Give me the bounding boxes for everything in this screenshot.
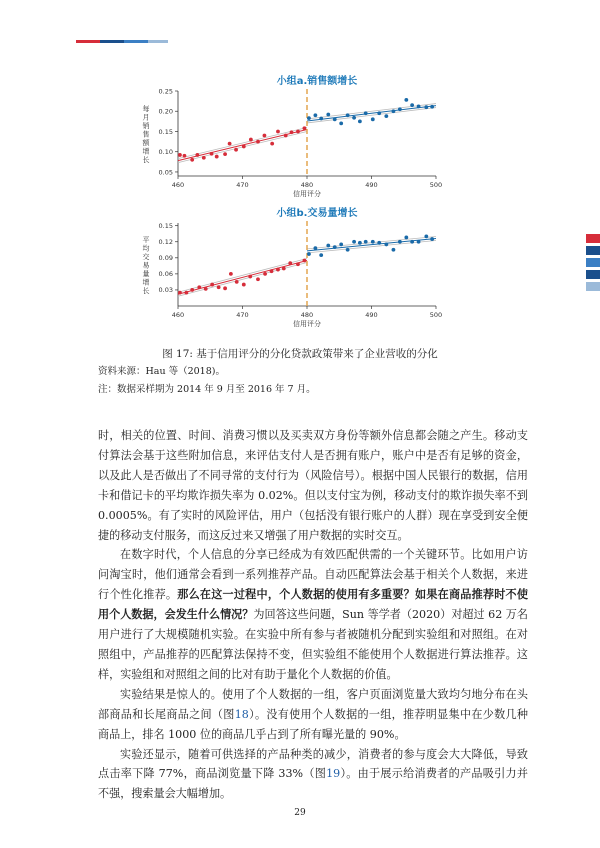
data-point-below [276,130,280,134]
fit-band-line [178,258,307,292]
data-point-below [263,272,267,276]
y-axis-label-char: 量 [142,270,150,278]
data-point-below [178,291,182,295]
data-point-above [430,105,434,109]
data-point-above [377,241,381,245]
x-axis-label: 信用评分 [293,320,321,328]
paragraph: 时，相关的位置、时间、消费习惯以及买卖双方身份等额外信息都会随之产生。移动支付算法会基于这些附加信息，来评估支付人是否拥有账户，账户中是否有足够的资金，以及此人是否做出了不同寻常的支付行为（风险信号）。根据中国人民银行的数据，信用卡和借记卡的平均欺诈损失率为 0.02%。但以支付宝为例，移动支付的欺诈损失率不到 0.0005%。有了实时的风险评估，用户（包括没有银行账户的人群）现在享受到安全便捷的移动支付服务，而这反过来又增强了用户数据的实时交互。 [98,429,528,542]
text-run: 在数字时代，个人信息的分享已经成为有效匹配供需的一个关键环节。比如用户访问淘宝时，他们通常会看到一系列推荐产品。自动匹配算法会基于相关个人数据，来进行个性化推荐。 [98,548,528,602]
data-point-above [371,240,375,244]
data-point-above [417,240,421,244]
data-point-below [202,156,206,160]
paragraph [98,745,528,805]
y-axis-label-char: 售 [142,130,150,139]
data-point-below [270,269,274,273]
data-point-below [223,286,227,290]
data-point-below [242,283,246,287]
data-point-below [256,140,260,144]
y-axis-label-char: 均 [142,244,150,253]
data-point-below [270,142,274,146]
data-point-above [364,111,368,115]
y-tick-label: 0.15 [158,221,173,230]
data-point-above [371,117,375,121]
paragraph [98,685,528,745]
data-point-below [210,152,214,156]
y-axis-label-char: 增 [142,147,150,156]
data-point-above [430,237,434,241]
data-point-below [303,259,307,263]
data-point-below [215,155,219,159]
data-point-above [358,241,362,245]
data-point-above [307,252,311,256]
y-tick-label: 0.20 [158,107,173,116]
x-tick-label: 460 [171,181,185,189]
x-tick-label: 480 [300,181,314,189]
data-point-above [319,117,323,121]
x-tick-label: 480 [300,311,314,319]
y-tick-label: 0.09 [158,254,173,263]
data-point-below [217,285,221,289]
data-point-below [249,138,253,142]
data-point-below [235,280,239,284]
data-point-below [223,152,227,156]
data-point-below [263,134,267,138]
data-point-below [296,262,300,266]
figure-18-link[interactable]: 18 [234,707,249,721]
data-point-above [313,113,317,117]
data-point-below [228,142,232,146]
data-point-below [242,145,246,149]
data-point-above [417,104,421,108]
data-point-below [178,153,182,157]
data-point-above [346,113,350,117]
figure-19-link[interactable]: 19 [326,767,341,781]
x-tick-label: 470 [236,181,249,189]
data-point-above [326,244,330,248]
data-point-below [204,287,208,291]
data-point-below [290,130,294,134]
data-point-below [296,130,300,134]
data-point-above [307,116,311,120]
data-point-below [282,267,286,271]
fit-line [178,260,307,294]
data-point-below [183,154,187,158]
text-run: 为回答这些问题，Sun 等学者（2020）对超过 62 万名用户进行了大规模随机实验。在实验中所有参与者被随机分配到实验组和对照组。在对照组中，产品推荐的匹配算法保持不变，但实验组不能使用个人数据进行算法推荐。这样，实验组和对照组之间的比对有助于量化个人数据的价值。 [98,608,528,681]
data-point-above [339,121,343,125]
paragraph [98,545,528,684]
data-point-below [276,268,280,272]
y-tick-label: 0.10 [158,148,173,157]
data-point-above [333,117,337,121]
x-tick-label: 500 [429,181,443,189]
y-axis-label-char: 增 [142,278,150,287]
text-run: ）。由于展示给消费者的产品吸引力并不强，搜索量会大幅增加。 [98,767,528,801]
y-axis-label-char: 销 [142,122,150,130]
y-axis-label-char: 平 [142,236,150,244]
data-point-below [210,283,214,287]
data-point-above [424,234,428,238]
text-run: 实验还显示，随着可供选择的产品种类的减少，消费者的参与度会大大降低，导致点击率下降 77%，商品浏览量下降 33%（图 [98,747,528,781]
data-point-below [197,285,201,289]
x-axis-label: 信用评分 [293,190,321,198]
data-point-above [384,114,388,118]
fit-band-line [178,262,307,296]
text-run: 实验结果是惊人的。使用了个人数据的一组，客户页面浏览量大致均匀地分布在头部商品和长尾商品之间（图 [98,687,528,721]
x-tick-label: 490 [365,181,378,189]
y-axis-label-char: 月 [142,113,150,122]
y-axis-label-char: 每 [142,105,150,113]
data-point-above [364,240,368,244]
y-tick-label: 0.06 [158,270,173,279]
data-point-above [339,243,343,247]
data-point-below [248,275,252,279]
bold-question: 那么在这一过程中，个人数据的使用有多重要？如果在商品推荐时不使用个人数据，会发生什么情况？ [98,588,528,622]
data-point-above [346,248,350,252]
data-point-above [398,240,402,244]
data-point-below [256,277,260,281]
chart-panel-a [143,74,443,198]
chart-title: 小组b.交易量增长 [276,208,358,219]
data-point-below [190,288,194,292]
data-point-below [288,261,292,265]
data-point-below [195,153,199,157]
data-point-below [303,126,307,130]
y-axis-label-char: 长 [142,287,150,295]
y-tick-label: 0.25 [158,87,173,96]
x-tick-label: 490 [365,311,378,319]
data-point-above [352,240,356,244]
chart-title: 小组a.销售额增长 [276,76,358,87]
body-text [98,426,528,804]
data-point-below [284,134,288,138]
data-point-above [404,98,408,102]
chart-panel-b [143,206,443,328]
y-tick-label: 0.03 [158,286,173,295]
x-tick-label: 460 [171,311,185,319]
figure-17-charts [0,0,600,345]
data-point-above [410,103,414,107]
data-point-above [326,113,330,117]
data-point-above [319,253,323,257]
data-point-below [229,272,233,276]
data-point-below [234,148,238,152]
y-axis-label-char: 额 [142,139,150,147]
data-point-below [184,291,188,295]
figure-source: 资料来源：Hau 等（2018)。 [98,366,225,377]
x-tick-label: 470 [236,311,249,319]
y-axis-label-char: 交 [142,253,150,261]
data-point-above [352,116,356,120]
y-tick-label: 0.05 [158,168,173,177]
data-point-above [392,248,396,252]
data-point-above [424,105,428,109]
y-axis-label-char: 易 [142,261,150,270]
page-number: 29 [294,808,306,818]
data-point-above [404,236,408,240]
data-point-above [384,243,388,247]
data-point-above [398,107,402,111]
y-tick-label: 0.12 [158,238,173,247]
figure-note: 注：数据采样期为 2014 年 9 月至 2016 年 7 月。 [98,384,316,395]
y-tick-label: 0.15 [158,127,173,136]
data-point-above [358,119,362,123]
data-point-below [190,158,194,162]
data-point-above [313,246,317,250]
figure-caption: 图 17: 基于信用评分的分化贷款政策带来了企业营收的分化 [162,348,438,360]
y-axis-label-char: 长 [142,156,150,164]
x-tick-label: 500 [429,311,443,319]
fit-band-line [307,104,436,119]
data-point-above [392,109,396,113]
text-run: ）。没有使用个人数据的一组，推荐明显集中在少数几种商品上，排名 1000 位的商品几乎占到了所有曝光量的 90%。 [98,707,528,741]
data-point-above [377,111,381,115]
data-point-above [333,245,337,249]
data-point-above [410,240,414,244]
